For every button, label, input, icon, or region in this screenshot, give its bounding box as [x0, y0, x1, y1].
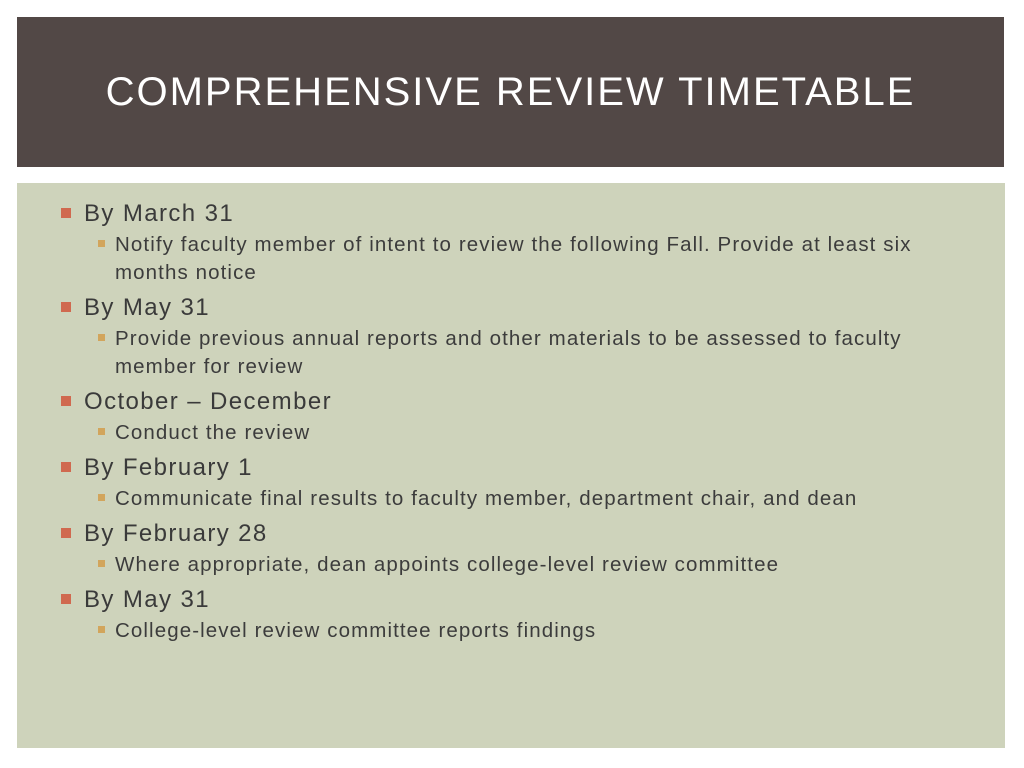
timetable-list: [61, 199, 971, 645]
timetable-item-label: By February 28: [84, 520, 268, 547]
timetable-item: [61, 519, 971, 579]
square-bullet-icon: [61, 302, 71, 312]
content-panel: [17, 183, 1005, 748]
timetable-item: [61, 585, 971, 645]
timetable-subitems: [84, 617, 971, 645]
small-square-bullet-icon: [98, 428, 105, 435]
timetable-subitems: [84, 551, 971, 579]
small-square-bullet-icon: [98, 494, 105, 501]
timetable-item: [61, 387, 971, 447]
title-bar: [17, 17, 1004, 167]
timetable-subitems: [84, 485, 971, 513]
square-bullet-icon: [61, 462, 71, 472]
small-square-bullet-icon: [98, 626, 105, 633]
timetable-subitem: [84, 551, 971, 579]
timetable-subitem: [84, 231, 971, 287]
timetable-item-label: By May 31: [84, 294, 210, 321]
timetable-item: [61, 199, 971, 287]
square-bullet-icon: [61, 594, 71, 604]
square-bullet-icon: [61, 396, 71, 406]
square-bullet-icon: [61, 528, 71, 538]
square-bullet-icon: [61, 208, 71, 218]
timetable-subitem: [84, 419, 971, 447]
timetable-item: [61, 453, 971, 513]
timetable-subitem: [84, 325, 971, 381]
timetable-item-label: By March 31: [84, 200, 235, 227]
timetable-item-label: By February 1: [84, 454, 253, 481]
timetable-subitem-text: Provide previous annual reports and other materials to be assessed to faculty member for review: [115, 327, 902, 378]
timetable-subitems: [84, 231, 971, 287]
timetable-subitem-text: Conduct the review: [115, 421, 311, 444]
timetable-subitem: [84, 485, 971, 513]
timetable-item-label: By May 31: [84, 586, 210, 613]
timetable-subitem-text: Where appropriate, dean appoints college-level review committee: [115, 553, 780, 576]
slide-title: COMPREHENSIVE REVIEW TIMETABLE: [105, 69, 916, 114]
small-square-bullet-icon: [98, 560, 105, 567]
small-square-bullet-icon: [98, 334, 105, 341]
timetable-item-label: October – December: [84, 388, 332, 415]
timetable-subitems: [84, 419, 971, 447]
timetable-subitem-text: College-level review committee reports findings: [115, 619, 597, 642]
timetable-subitems: [84, 325, 971, 381]
timetable-subitem-text: Communicate final results to faculty member, department chair, and dean: [115, 487, 858, 510]
timetable-subitem: [84, 617, 971, 645]
timetable-item: [61, 293, 971, 381]
small-square-bullet-icon: [98, 240, 105, 247]
timetable-subitem-text: Notify faculty member of intent to review the following Fall. Provide at least six months notice: [115, 233, 912, 284]
